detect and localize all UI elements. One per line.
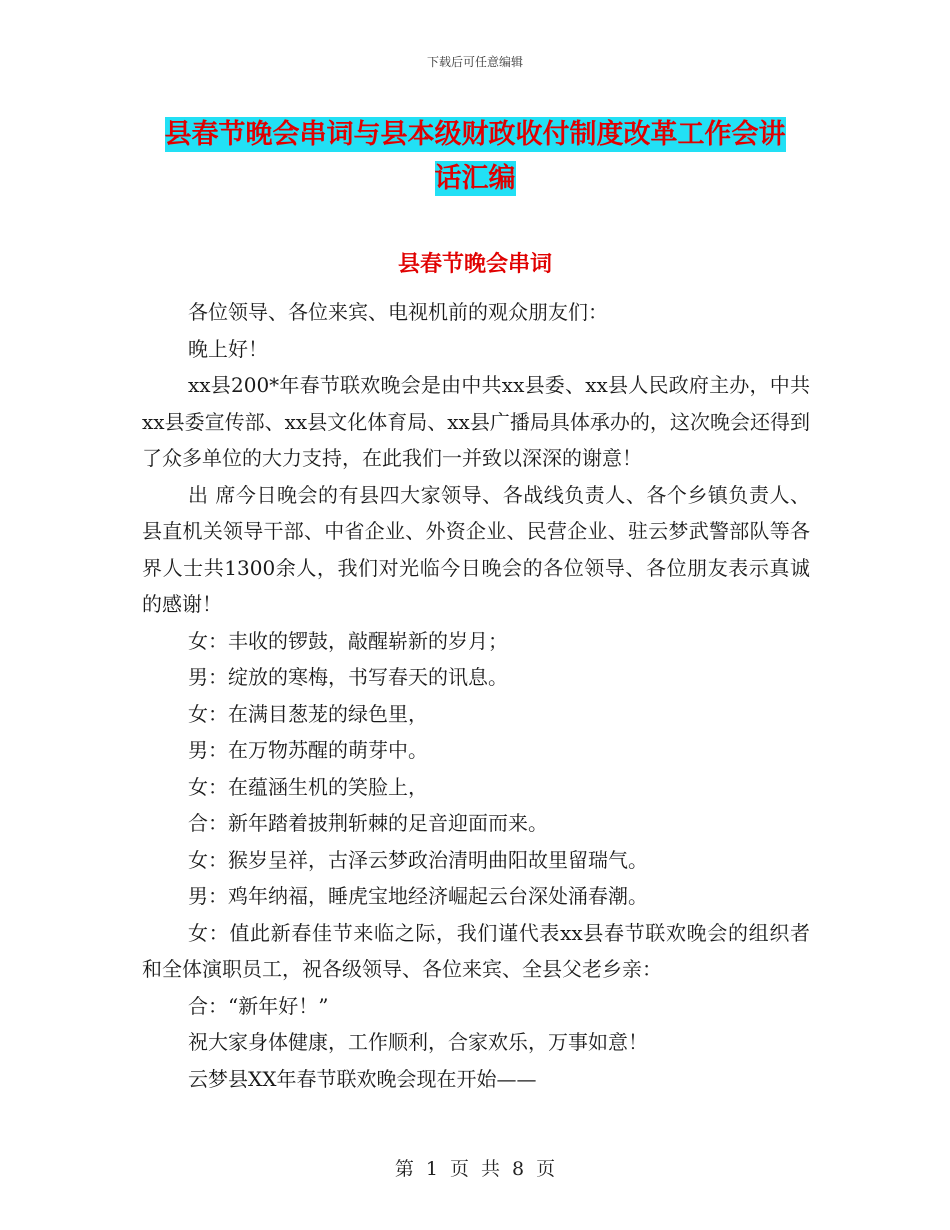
paragraph: xx县200*年春节联欢晚会是由中共xx县委、xx县人民政府主办，中共xx县委宣传部、xx县文化体育局、xx县广播局具体承办的，这次晚会还得到了众多单位的大力支持，在此我们一并致以深深的谢意！ [142,373,810,470]
page-footer: 第 1 页 共 8 页 [394,1158,556,1180]
document-title-line-1 [0,112,950,151]
paragraph: 女：丰收的锣鼓，敲醒崭新的岁月； [188,628,508,653]
document-title-text-2: 话汇编 [434,163,516,194]
paragraph: 男：鸡年纳福，睡虎宝地经济崛起云台深处涌春潮。 [188,884,648,908]
paragraph: 女：猴岁呈祥，古泽云梦政治清明曲阳故里留瑞气。 [188,847,648,872]
document-body [142,294,810,1097]
document-title-text-1: 县春节晚会串词与县本级财政收付制度改革工作会讲 [164,119,786,150]
paragraph: 女：在满目葱茏的绿色里， [188,701,428,726]
document-title-line-2 [0,156,950,195]
paragraph: 男：绽放的寒梅，书写春天的讯息。 [188,665,508,689]
header-note: 下载后可任意编辑 [426,55,523,69]
paragraph: 女：在蕴涵生机的笑脸上， [188,774,428,799]
paragraph: 出 席今日晚会的有县四大家领导、各战线负责人、各个乡镇负责人、县直机关领导干部、中省企业、外资企业、民营企业、驻云梦武警部队等各界人士共1300余人，我们对光临今日晚会的各位领导、各位朋友表示真诚的感谢！ [142,482,810,616]
paragraph: 各位领导、各位来宾、电视机前的观众朋友们： [188,300,608,324]
paragraph: 女：值此新春佳节来临之际，我们谨代表xx县春节联欢晚会的组织者和全体演职员工，祝各级领导、各位来宾、全县父老乡亲： [142,920,810,981]
paragraph: 祝大家身体健康，工作顺利，合家欢乐，万事如意！ [188,1030,648,1054]
paragraph: 合：“新年好！” [188,993,329,1018]
paragraph: 合：新年踏着披荆斩棘的足音迎面而来。 [188,811,548,835]
paragraph: 云梦县XX年春节联欢晚会现在开始—— [188,1066,537,1091]
section-title: 县春节晚会串词 [397,252,552,277]
paragraph: 晚上好！ [188,336,268,361]
paragraph: 男：在万物苏醒的萌芽中。 [188,738,428,762]
